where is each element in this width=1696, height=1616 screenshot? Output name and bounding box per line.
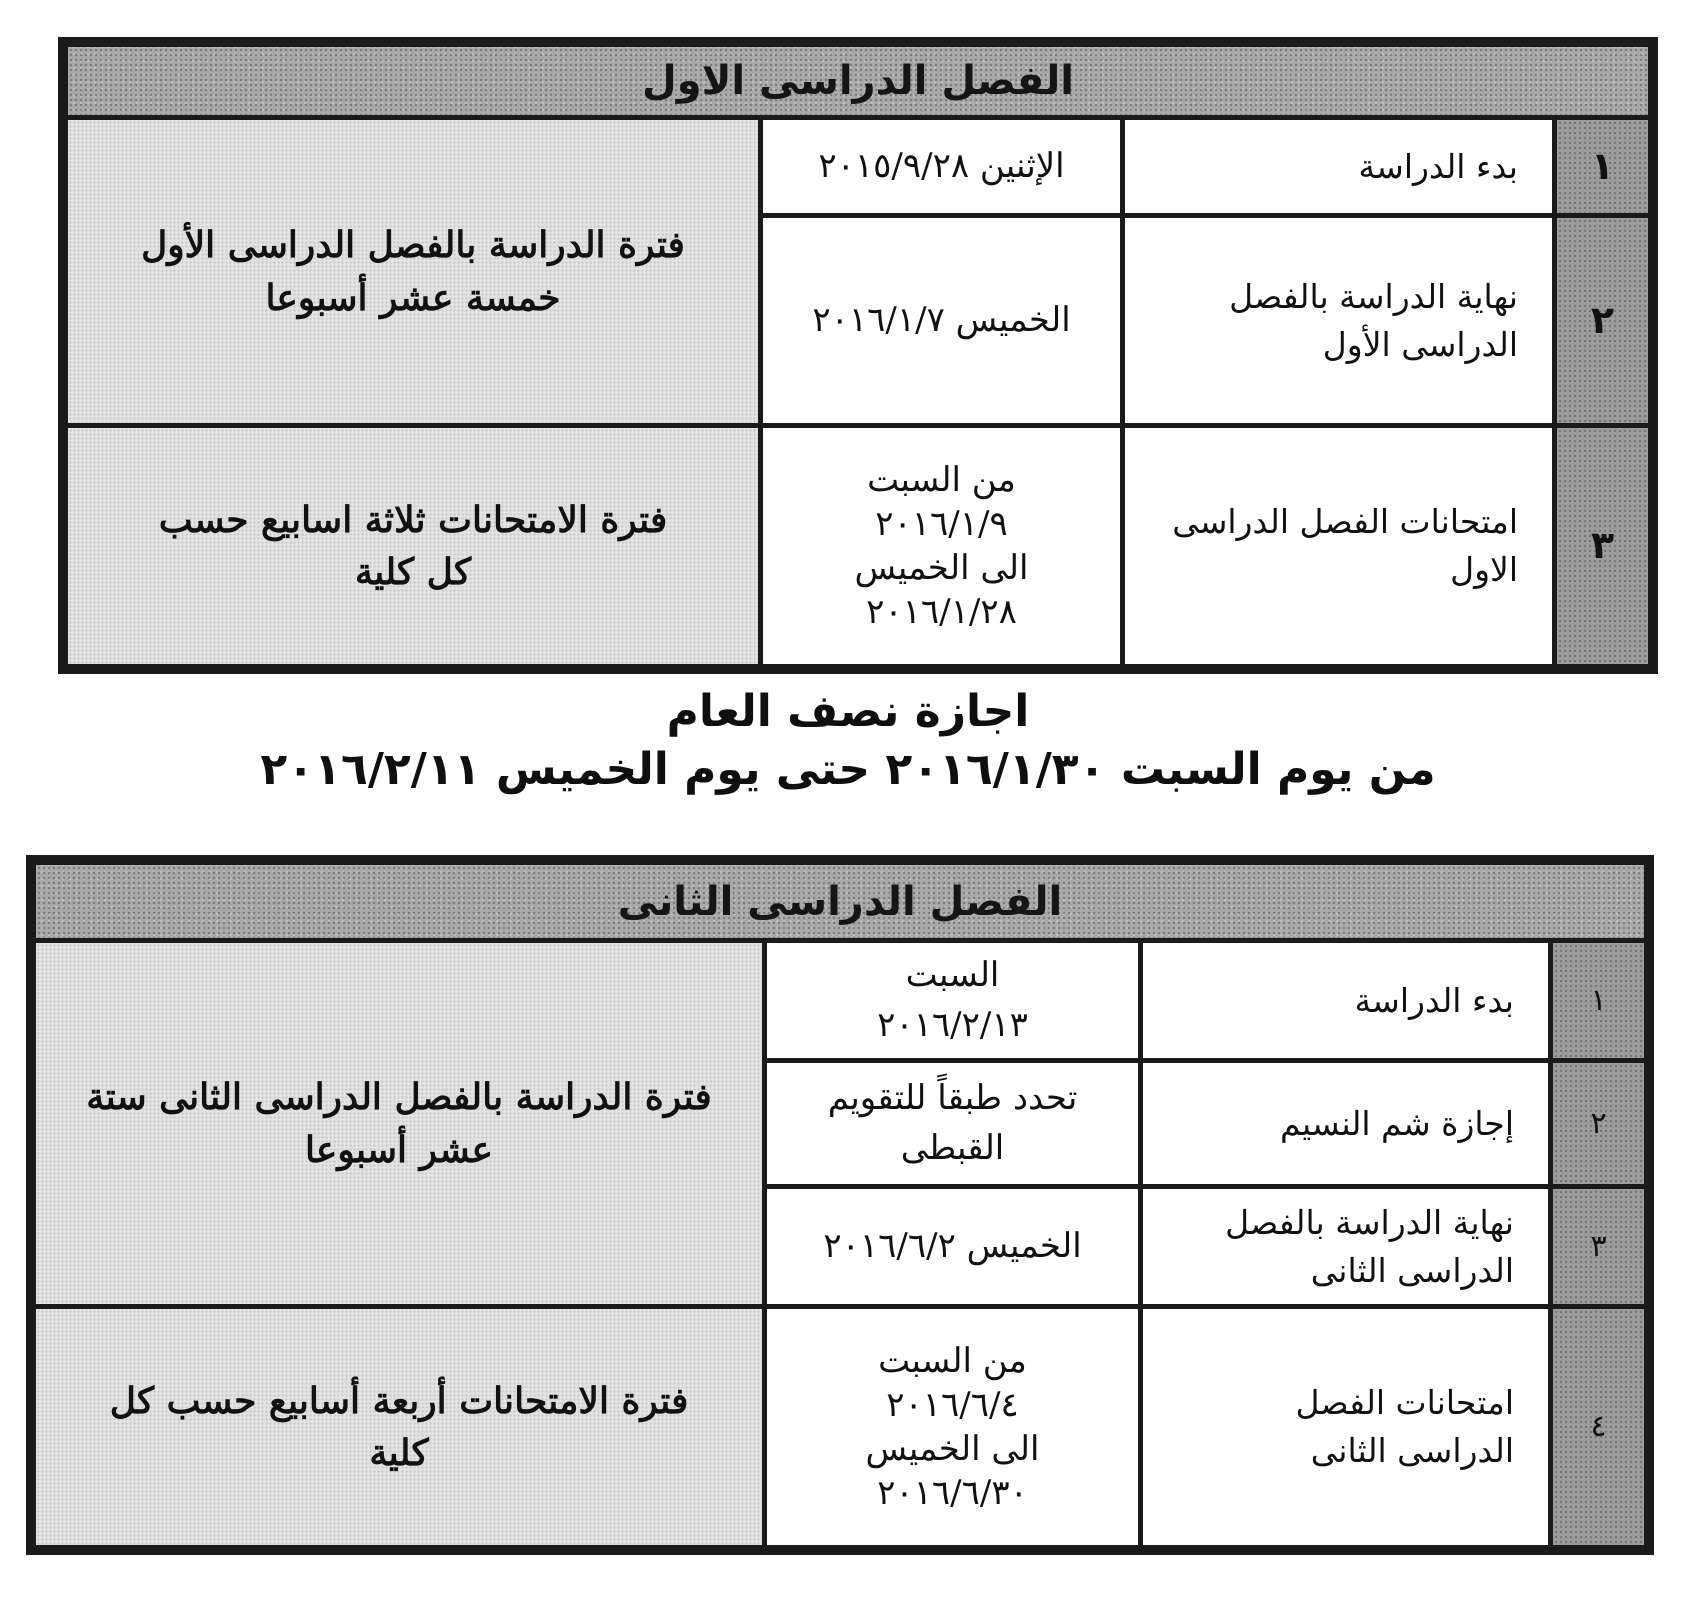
semester2-row4-date [765, 1307, 1141, 1548]
semester1-grid [63, 42, 1653, 669]
date-line: ٢٠١٦/٦/٤ [886, 1384, 1019, 1425]
semester2-row1-number: ١ [1551, 941, 1647, 1061]
semester1-row2-date [761, 216, 1123, 426]
item-line: امتحانات الفصل الدراسى [1172, 502, 1518, 542]
note-line: عشر أسبوعا [304, 1128, 494, 1171]
note-line: كلية [369, 1432, 429, 1474]
semester1-row2-number: ٢ [1555, 216, 1651, 426]
date-line: ٢٠١٦/٦/٣٠ [877, 1473, 1028, 1514]
semester2-grid [31, 860, 1649, 1550]
item-line: امتحانات الفصل [1295, 1383, 1514, 1423]
semester2-row3-date [765, 1187, 1141, 1307]
semester2-row3-number: ٣ [1551, 1187, 1647, 1307]
midyear-break-title: اجازة نصف العام [666, 686, 1030, 737]
date-line: الإثنين ٢٠١٥/٩/٢٨ [818, 145, 1065, 186]
item-line: الدراسى الثانى [1310, 1431, 1514, 1470]
note-line: خمسة عشر أسبوعا [265, 276, 561, 319]
date-line: من السبت [878, 1340, 1027, 1381]
item-line: الدراسى الأول [1322, 324, 1518, 364]
date-line: الى الخميس [854, 548, 1029, 588]
date-line: السبت [905, 955, 1000, 996]
semester1-study-period-note [66, 118, 761, 426]
date-line: الخميس ٢٠١٦/١/٧ [812, 299, 1071, 340]
date-line: من السبت [867, 459, 1016, 500]
semester1-row3-number: ٣ [1555, 426, 1651, 667]
semester2-row3-item [1141, 1187, 1551, 1307]
note-line: فترة الدراسة بالفصل الدراسى الأول [141, 224, 685, 267]
date-line: ٢٠١٦/١/٩ [875, 503, 1008, 544]
semester2-study-period-note [34, 941, 765, 1307]
item-line: الاول [1450, 550, 1518, 589]
date-line: الخميس ٢٠١٦/٦/٢ [823, 1225, 1082, 1266]
semester2-row4-number: ٤ [1551, 1307, 1647, 1548]
semester1-row1-item: بدء الدراسة [1123, 118, 1555, 216]
semester2-row2-number: ٢ [1551, 1061, 1647, 1187]
semester1-table [58, 37, 1658, 674]
date-line: القبطى [900, 1127, 1005, 1168]
semester1-title: الفصل الدراسى الاول [66, 45, 1651, 118]
semester2-row1-date [765, 941, 1141, 1061]
semester2-row4-item [1141, 1307, 1551, 1548]
date-line: تحدد طبقاً للتقويم [827, 1078, 1078, 1119]
semester2-title: الفصل الدراسى الثانى [34, 863, 1647, 941]
semester1-row3-item [1123, 426, 1555, 667]
note-line: فترة الامتحانات أربعة أسابيع حسب كل [109, 1379, 689, 1422]
semester2-row2-date [765, 1061, 1141, 1187]
semester1-exam-period-note [66, 426, 761, 667]
date-line: ٢٠١٦/١/٢٨ [866, 592, 1017, 633]
semester2-row2-item: إجازة شم النسيم [1141, 1061, 1551, 1187]
item-line: نهاية الدراسة بالفصل [1229, 276, 1518, 316]
semester1-row2-item [1123, 216, 1555, 426]
note-line: فترة الدراسة بالفصل الدراسى الثانى ستة [86, 1076, 712, 1119]
midyear-break-dates: من يوم السبت ٢٠١٦/١/٣٠ حتى يوم الخميس ٢٠١٦/٢/١١ [260, 744, 1436, 795]
note-line: كل كلية [354, 551, 472, 593]
semester2-row1-item: بدء الدراسة [1141, 941, 1551, 1061]
item-line: الدراسى الثانى [1310, 1250, 1514, 1290]
semester1-row3-date [761, 426, 1123, 667]
semester2-exam-period-note [34, 1307, 765, 1548]
semester2-table [26, 855, 1654, 1555]
item-line: نهاية الدراسة بالفصل [1225, 1202, 1514, 1242]
semester1-row1-number: ١ [1555, 118, 1651, 216]
date-line: ٢٠١٦/٢/١٣ [877, 1004, 1028, 1045]
semester1-row1-date [761, 118, 1123, 216]
date-line: الى الخميس [865, 1429, 1040, 1469]
note-line: فترة الامتحانات ثلاثة اسابيع حسب [158, 498, 668, 541]
